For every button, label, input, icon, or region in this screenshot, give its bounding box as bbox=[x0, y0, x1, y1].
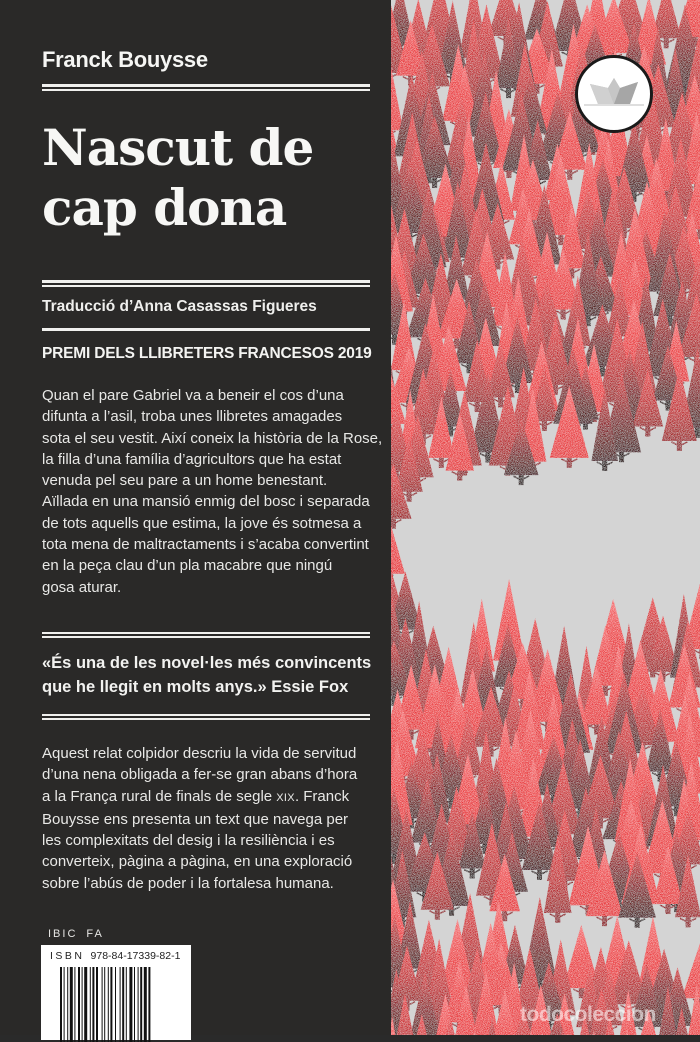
isbn-text: ISBN 978-84-17339-82-1 bbox=[50, 950, 181, 962]
isbn-barcode bbox=[41, 945, 191, 1040]
publisher-logo bbox=[575, 55, 653, 133]
book-title bbox=[42, 118, 372, 238]
author-name: Franck Bouysse bbox=[42, 47, 208, 72]
blurb-text: Aquest relat colpidor descriu la vida de servitud d’una nena obligada a fer-se gran abans d’hora a la França rural de finals de segle XIX. Franck Bouysse ens presenta un text que navega per les complexitats del desig i la resiliència i es converteix, pàgina a pàgina, en una exploració sobre l’abús de poder i la fortalesa humana. bbox=[42, 745, 358, 892]
double-rule bbox=[42, 714, 370, 720]
forest-trees-icon bbox=[391, 0, 700, 1035]
review-quote: «És una de les novel·les més convincents que he llegit en molts anys.» Essie Fox bbox=[42, 654, 372, 696]
double-rule bbox=[42, 632, 370, 638]
ibic-code: IBIC FA bbox=[48, 928, 104, 940]
synopsis-text: Quan el pare Gabriel va a beneir el cos d’una difunta a l’asil, troba unes llibretes amagades sota el seu vestit. Així coneix la història de la Rose, la filla d’una família d’agricultors que ha estat venuda pel seu pare a un home benestant. Aïllada en una mansió enmig del bosc i separada de tots aquells que estima, la jove és sotmesa a tota mena de maltractaments i s’acaba convertint en la peça clau d’un pla macabre que ningú gosa aturar. bbox=[42, 387, 383, 596]
double-rule bbox=[42, 280, 370, 287]
watermark: todocoleccion bbox=[520, 1003, 656, 1026]
rule bbox=[42, 328, 370, 331]
double-rule bbox=[42, 84, 370, 91]
forest-illustration bbox=[391, 0, 700, 1035]
paper-boat-icon bbox=[578, 58, 650, 130]
title-line: cap dona bbox=[42, 178, 287, 237]
prize-heading: PREMI DELS LLIBRETERS FRANCESOS 2019 bbox=[42, 345, 372, 362]
title-line: Nascut de bbox=[42, 118, 314, 177]
translator-credit: Traducció d’Anna Casassas Figueres bbox=[42, 298, 317, 315]
barcode-icon bbox=[60, 967, 185, 1042]
